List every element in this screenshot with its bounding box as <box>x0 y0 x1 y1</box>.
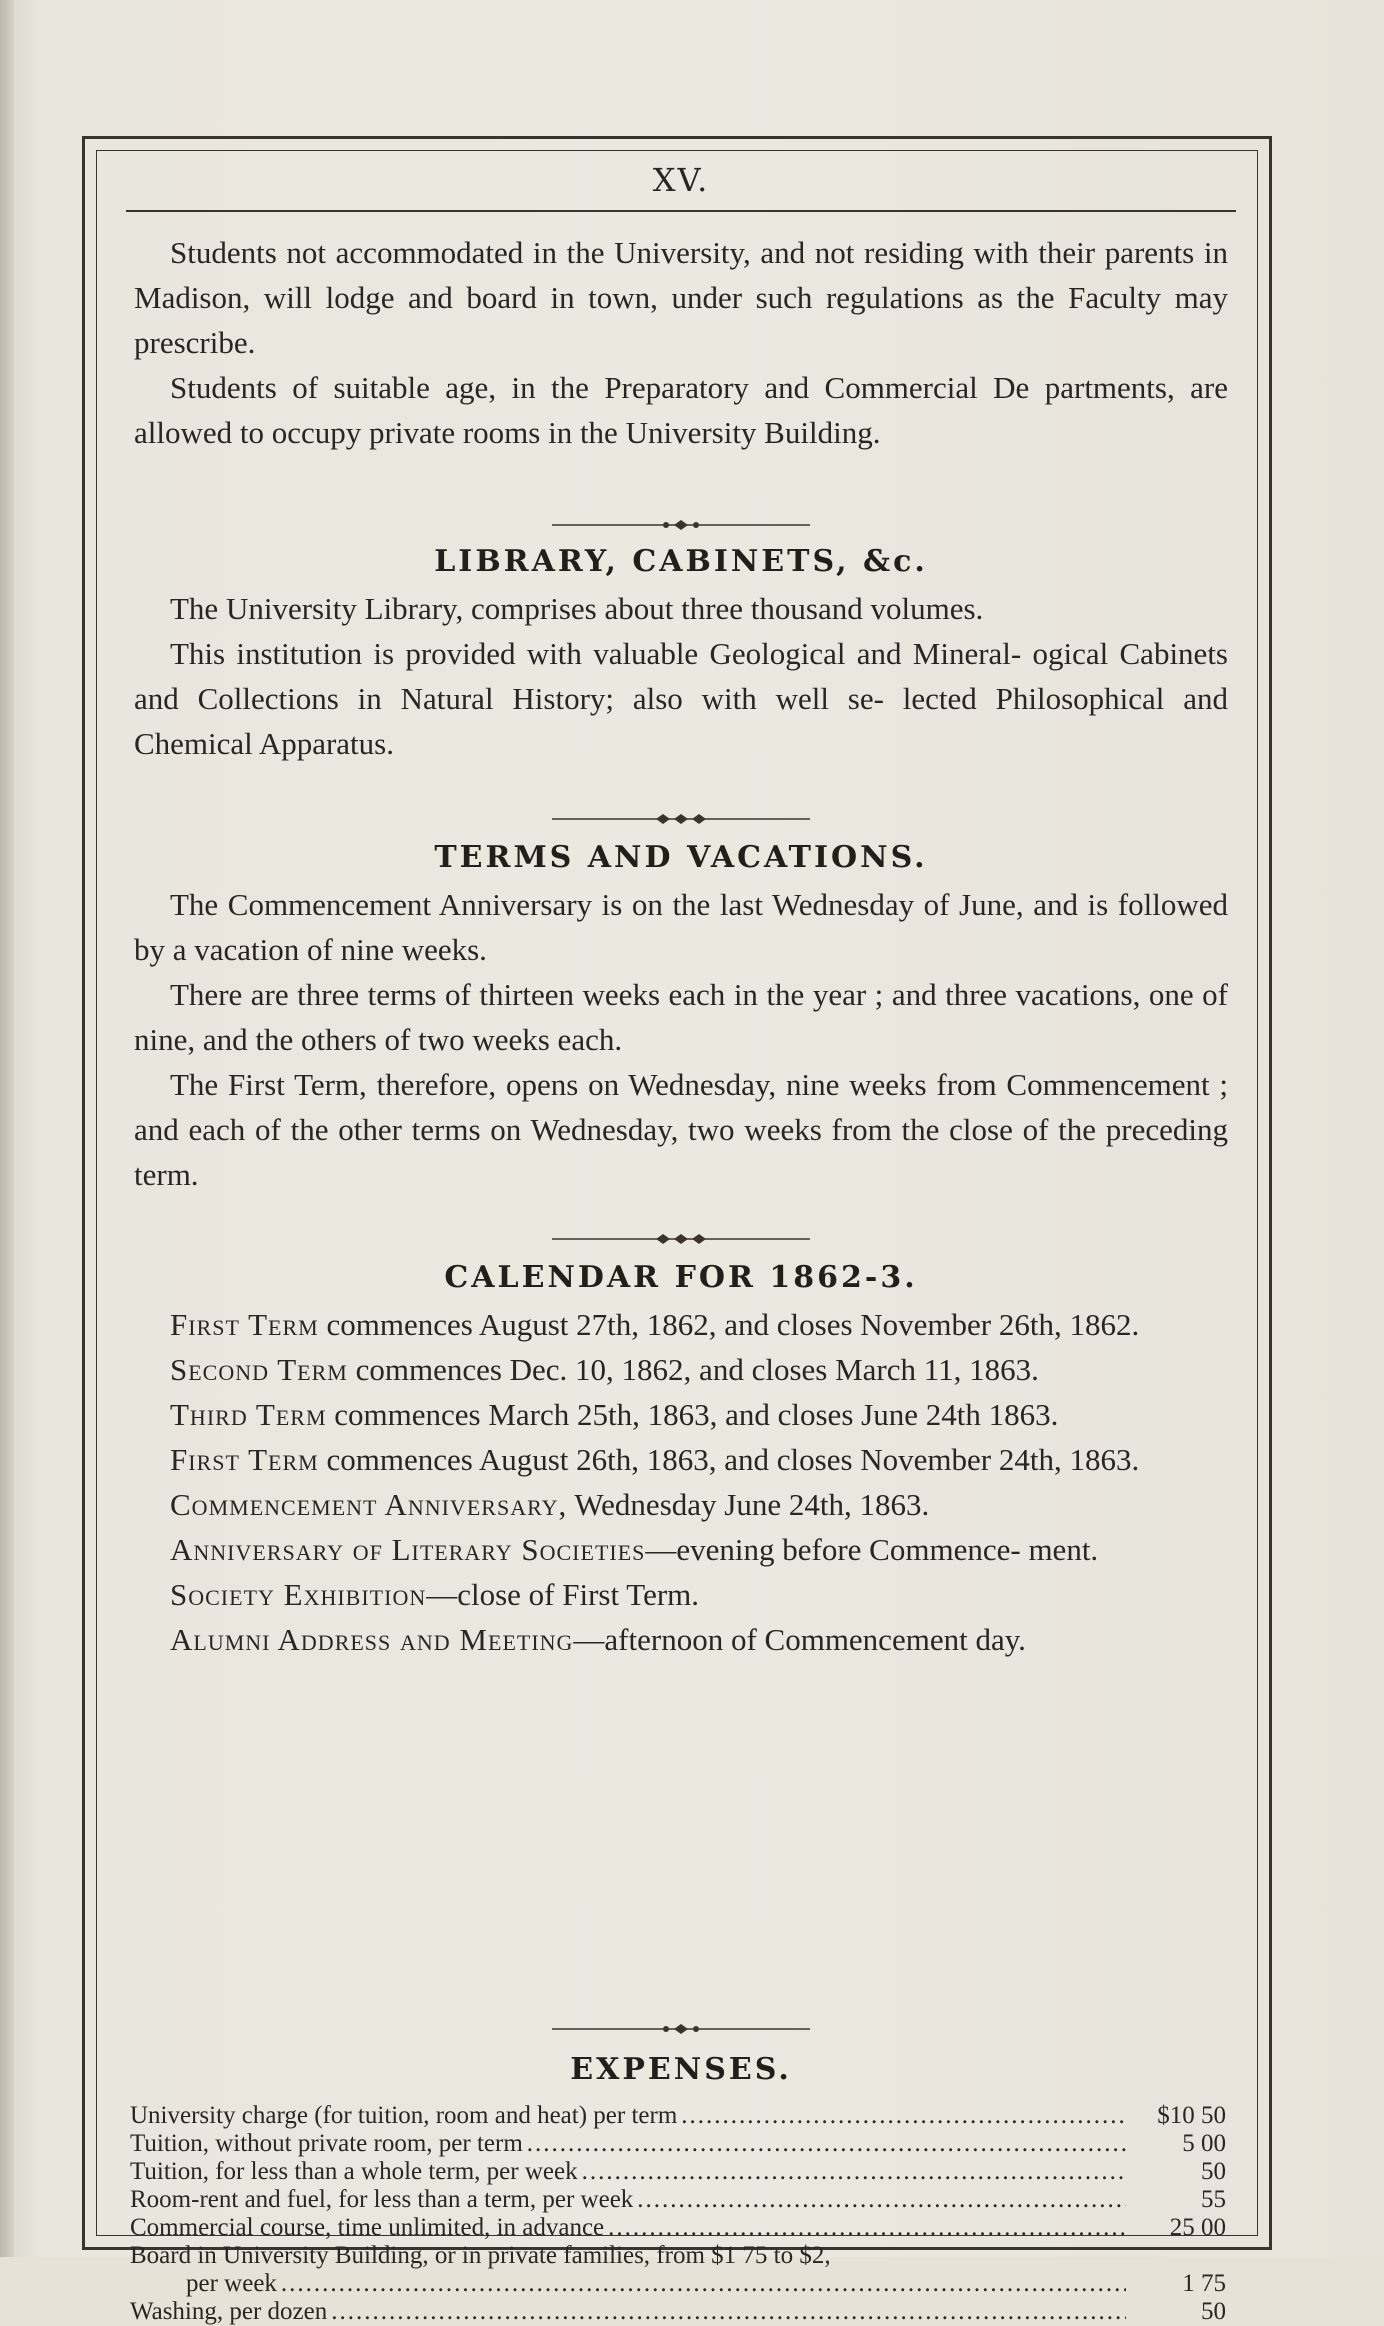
expense-row <box>130 2102 1226 2130</box>
calendar-item-text: commences March 25th, 1863, and closes June 24th 1863. <box>326 1397 1059 1432</box>
leader-dots <box>637 2186 1126 2214</box>
library-paragraph: The University Library, comprises about three thousand volumes. <box>170 591 984 626</box>
leader-dots <box>527 2130 1126 2158</box>
calendar-section <box>134 1256 1228 1657</box>
expense-row-continuation <box>130 2270 1226 2298</box>
leader-dots <box>582 2158 1126 2186</box>
calendar-item <box>134 1482 1228 1527</box>
expense-row <box>130 2130 1226 2158</box>
terms-heading: TERMS AND VACATIONS. <box>434 840 928 875</box>
leader-dots <box>331 2298 1126 2326</box>
expense-label: Board in University Building, or in private families, from $1 75 to $2, <box>130 2242 831 2269</box>
calendar-item <box>134 1572 1228 1617</box>
section-divider-ornament <box>552 2022 810 2036</box>
expense-row <box>130 2298 1226 2326</box>
calendar-item-label: Society Exhibition <box>170 1577 427 1612</box>
terms-paragraph: The Commencement Anniversary is on the last Wednesday of June, and is followed by a vacation of nine weeks. <box>134 887 1228 967</box>
calendar-item <box>134 1617 1228 1662</box>
expense-row <box>130 2186 1226 2214</box>
calendar-item-text: commences Dec. 10, 1862, and closes March 11, 1863. <box>347 1352 1039 1387</box>
leader-dots <box>608 2214 1126 2242</box>
expense-amount: 5 00 <box>1182 2130 1226 2157</box>
expense-label: Washing, per dozen <box>130 2298 328 2325</box>
intro-paragraph: Students not accommodated in the University, and not residing with their parents in Madison, will lodge and board in town, under such regulations as the Faculty may prescribe. <box>134 235 1228 360</box>
section-divider-ornament <box>552 1232 810 1246</box>
terms-paragraph: There are three terms of thirteen weeks each in the year ; and three vacations, one of nine, and the others of two weeks each. <box>134 977 1228 1057</box>
calendar-item-label: Anniversary of Literary Societies <box>170 1532 646 1567</box>
expense-row <box>130 2158 1226 2186</box>
calendar-item-text: —evening before Commence- ment. <box>645 1532 1099 1567</box>
calendar-item-label: First Term <box>170 1442 319 1477</box>
calendar-item-label: Third Term <box>170 1397 327 1432</box>
expenses-heading: EXPENSES. <box>570 2052 792 2087</box>
expense-label: Tuition, for less than a whole term, per week <box>130 2158 578 2185</box>
expense-label: University charge (for tuition, room and heat) per term <box>130 2102 678 2129</box>
expense-amount: $10 50 <box>1157 2102 1226 2129</box>
calendar-item-label: Second Term <box>170 1352 348 1387</box>
expense-label: Room-rent and fuel, for less than a term, per week <box>130 2186 634 2213</box>
expense-amount: 25 00 <box>1169 2214 1226 2241</box>
expense-label: Tuition, without private room, per term <box>130 2130 523 2157</box>
calendar-item-label: First Term <box>170 1307 319 1342</box>
expense-label-continuation: per week <box>186 2270 277 2297</box>
expense-amount: 1 75 <box>1182 2270 1226 2297</box>
expense-label: Commercial course, time unlimited, in advance <box>130 2214 605 2241</box>
binding-gutter <box>0 0 14 2257</box>
expenses-table <box>130 2102 1226 2326</box>
expenses-section <box>134 2048 1228 2092</box>
library-section <box>134 540 1228 761</box>
intro-paragraph: Students of suitable age, in the Preparatory and Commercial De partments, are allowed to occupy private rooms in the University Building. <box>134 370 1228 450</box>
calendar-item <box>134 1437 1228 1482</box>
page-content <box>130 150 1228 2325</box>
expense-amount: 50 <box>1201 2298 1226 2325</box>
calendar-item-label: Commencement Anniversary, <box>170 1487 568 1522</box>
leader-dots <box>681 2102 1126 2130</box>
library-heading: LIBRARY, CABINETS, &c. <box>434 544 928 579</box>
section-divider-ornament <box>552 812 810 826</box>
calendar-item <box>134 1347 1228 1392</box>
calendar-item-text: —close of First Term. <box>426 1577 700 1612</box>
header-rule <box>126 210 1236 212</box>
leader-dots <box>281 2270 1126 2298</box>
calendar-item <box>134 1527 1228 1572</box>
calendar-item-text: —afternoon of Commencement day. <box>573 1622 1026 1657</box>
section-divider-ornament <box>552 518 810 532</box>
calendar-item-text: Wednesday June 24th, 1863. <box>567 1487 930 1522</box>
expense-amount: 55 <box>1201 2186 1226 2213</box>
library-paragraph: This institution is provided with valuable Geological and Mineral- ogical Cabinets and Collections in Natural History; also with well se- lected Philosophical and Chemical Apparatus. <box>134 636 1228 761</box>
page-number: XV. <box>652 161 710 199</box>
terms-section <box>134 836 1228 1192</box>
calendar-heading: CALENDAR FOR 1862-3. <box>444 1260 918 1295</box>
calendar-item-text: commences August 27th, 1862, and closes November 26th, 1862. <box>318 1307 1140 1342</box>
intro-section <box>134 230 1228 455</box>
expense-row <box>130 2242 1226 2270</box>
expense-amount: 50 <box>1201 2158 1226 2185</box>
calendar-item-text: commences August 26th, 1863, and closes November 24th, 1863. <box>318 1442 1140 1477</box>
calendar-item-label: Alumni Address and Meeting <box>170 1622 574 1657</box>
calendar-item <box>134 1302 1228 1347</box>
expense-row <box>130 2214 1226 2242</box>
calendar-item <box>134 1392 1228 1437</box>
terms-paragraph: The First Term, therefore, opens on Wednesday, nine weeks from Commencement ; and each of the other terms on Wednesday, two weeks from the close of the preceding term. <box>134 1067 1228 1192</box>
